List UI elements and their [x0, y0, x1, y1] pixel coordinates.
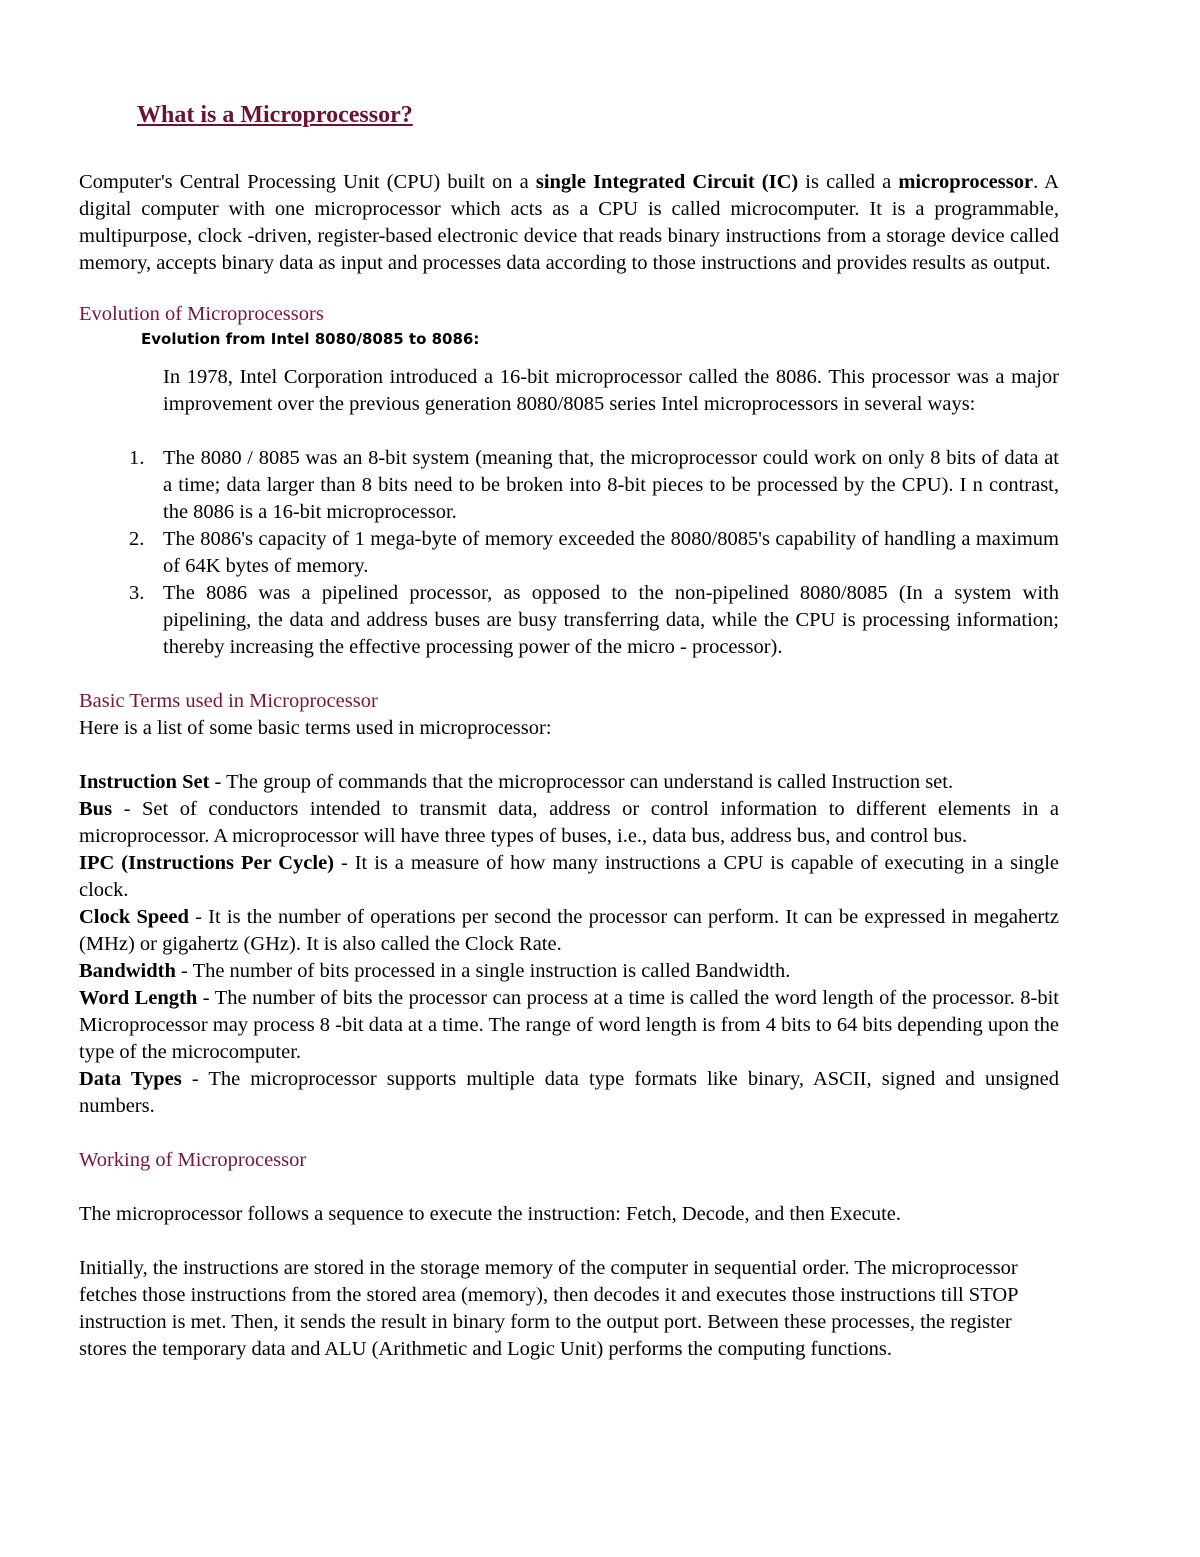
terms-list	[79, 769, 1059, 1120]
evolution-list	[79, 445, 1059, 661]
terms-heading: Basic Terms used in Microprocessor	[79, 690, 378, 712]
list-item: 3. The 8086 was a pipelined processor, as opposed to the non-pipelined 8080/8085 (In a system with pipelining, the data and address buses are busy transferring data, while the CPU is processing information; thereby increasing the effective processing power of the micro - processor).	[129, 582, 1059, 658]
working-heading: Working of Microprocessor	[79, 1149, 307, 1171]
page-title: What is a Microprocessor?	[137, 102, 413, 128]
working-paragraph-1: The microprocessor follows a sequence to execute the instruction: Fetch, Decode, and then Execute.	[79, 1203, 901, 1225]
list-item: 1. The 8080 / 8085 was an 8-bit system (meaning that, the microprocessor could work on only 8 bits of data at a time; data larger than 8 bits need to be broken into 8-bit pieces to be processed by the CPU). I n contrast, the 8086 is a 16-bit microprocessor.	[129, 447, 1059, 523]
term-item: Clock Speed - It is the number of operations per second the processor can perform. It can be expressed in megahertz (MHz) or gigahertz (GHz). It is also called the Clock Rate.	[79, 906, 1059, 955]
evolution-subheading: Evolution from Intel 8080/8085 to 8086:	[141, 330, 480, 348]
term-item: Bandwidth - The number of bits processed in a single instruction is called Bandwidth.	[79, 960, 791, 982]
intro-bold-microprocessor: microprocessor	[898, 171, 1034, 193]
list-item: 2. The 8086's capacity of 1 mega-byte of memory exceeded the 8080/8085's capability of handling a maximum of 64K bytes of memory.	[129, 528, 1059, 577]
term-item: Word Length - The number of bits the processor can process at a time is called the word length of the processor. 8-bit Microprocessor may process 8 -bit data at a time. The range of word length is from 4 bits to 64 bits depending upon the type of the microcomputer.	[79, 987, 1059, 1063]
evolution-paragraph: In 1978, Intel Corporation introduced a 16-bit microprocessor called the 8086. This processor was a major improvement over the previous generation 8080/8085 series Intel microprocessors in several ways:	[163, 366, 1059, 415]
intro-bold-ic: single Integrated Circuit (IC)	[535, 171, 799, 193]
term-item: Data Types - The microprocessor supports multiple data type formats like binary, ASCII, signed and unsigned numbers.	[79, 1068, 1060, 1117]
working-paragraph-2: Initially, the instructions are stored in the storage memory of the computer in sequential order. The microprocessor fetches those instructions from the stored area (memory), then decodes it and executes those instructions till STOP instruction is met. Then, it sends the result in binary form to the output port. Between these processes, the register stores the temporary data and ALU (Arithmetic and Logic Unit) performs the computing functions.	[79, 1257, 1018, 1360]
term-item: Instruction Set - The group of commands that the microprocessor can understand is called Instruction set.	[79, 771, 954, 793]
evolution-heading: Evolution of Microprocessors	[79, 303, 324, 325]
intro-paragraph: Computer's Central Processing Unit (CPU) built on a single Integrated Circuit (IC) is called a microprocessor. A digital computer with one microprocessor which acts as a CPU is called microcomputer. It is a programmable, multipurpose, clock -driven, register-based electronic device that reads binary instructions from a storage device called memory, accepts binary data as input and processes data according to those instructions and provides results as output.	[79, 171, 1059, 274]
term-item: IPC (Instructions Per Cycle) - It is a measure of how many instructions a CPU is capable of executing in a single clock.	[79, 852, 1059, 901]
terms-intro: Here is a list of some basic terms used in microprocessor:	[79, 717, 552, 739]
term-item: Bus - Set of conductors intended to transmit data, address or control information to different elements in a microprocessor. A microprocessor will have three types of buses, i.e., data bus, address bus, and control bus.	[79, 798, 1059, 847]
document-page	[79, 98, 1059, 1363]
